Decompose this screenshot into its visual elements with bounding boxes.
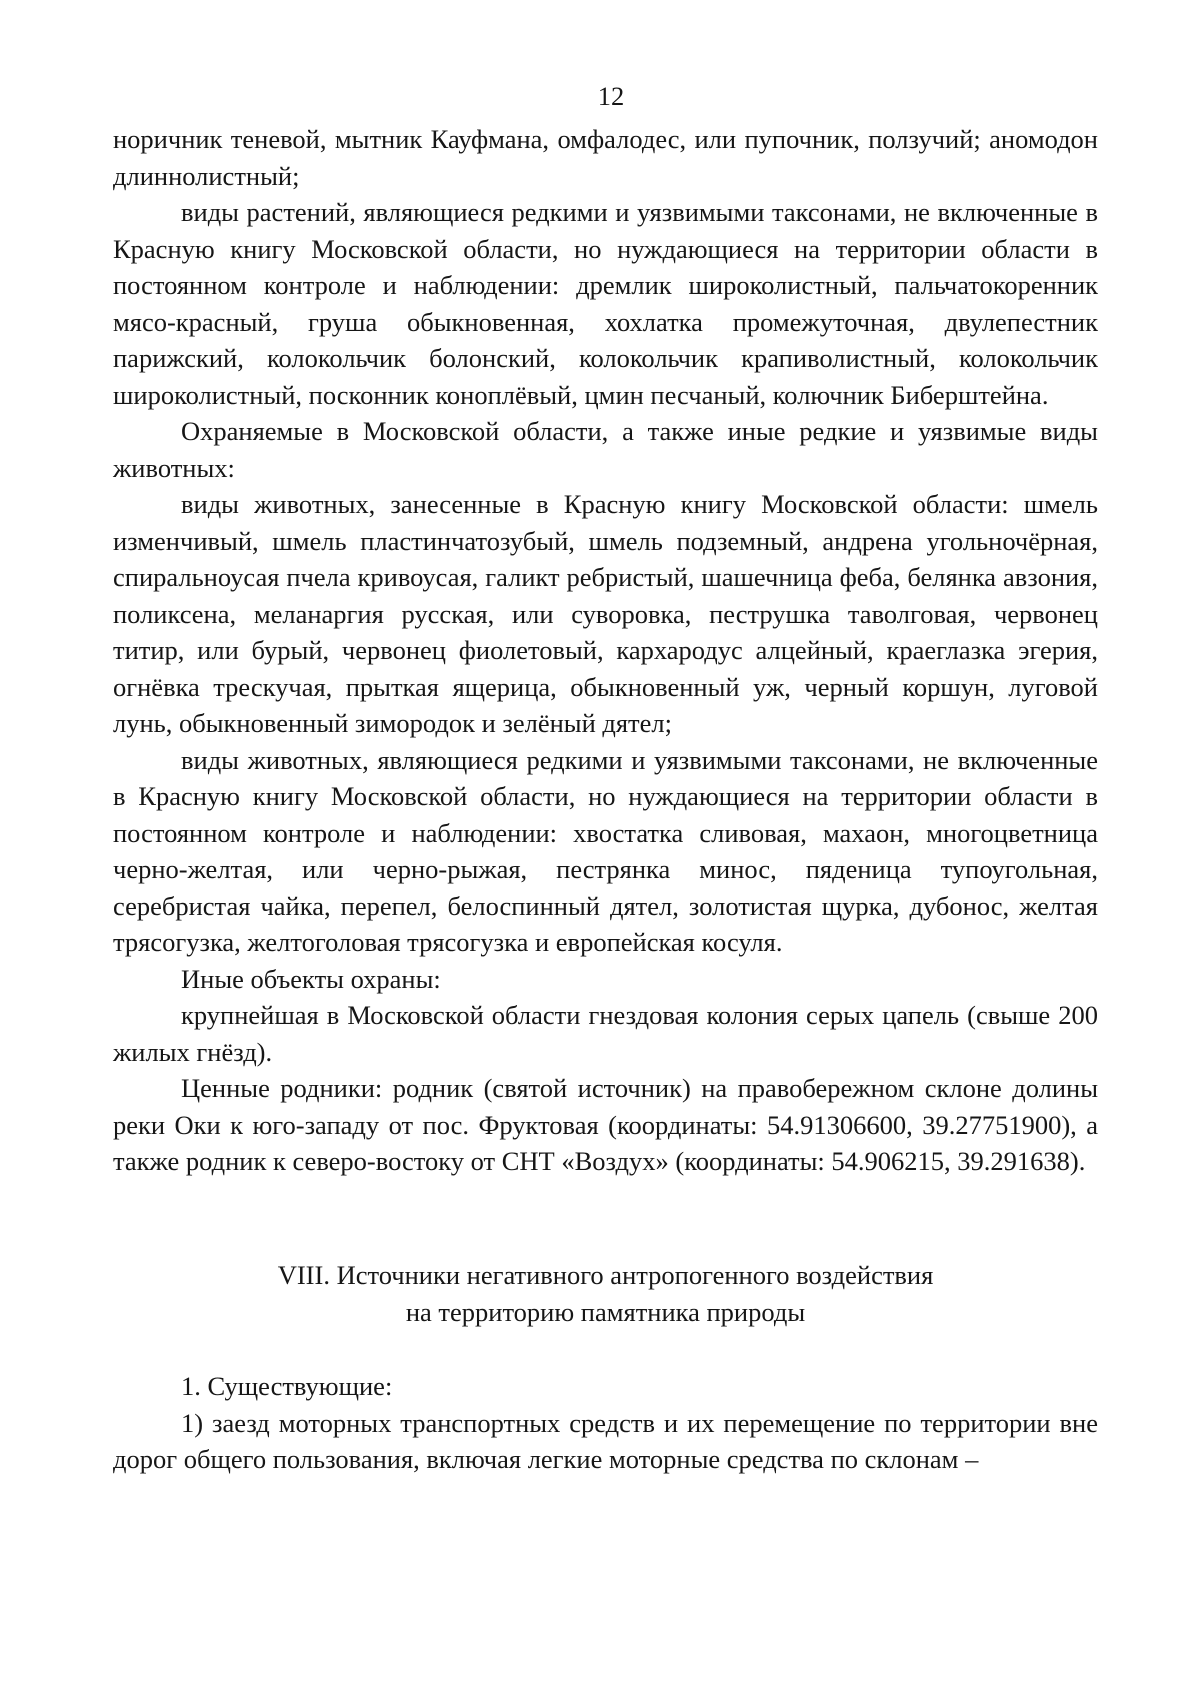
section-body [113,1368,1098,1478]
section-title-line-2: на территорию памятника природы [405,1296,806,1327]
page-number: 12 [597,81,625,111]
paragraph-plants-end: норичник теневой, мытник Кауфмана, омфалодес, или пупочник, ползучий; аномодон длиннолистный; [113,124,1098,191]
document-body [113,121,1098,1180]
paragraph-rare-plants: виды растений, являющиеся редкими и уязвимыми таксонами, не включенные в Красную книгу Московской области, но нуждающиеся на территории области в постоянном контроле и наблюдении: дремлик широколистный, пальчатокоренник мясо-красный, груша обыкновенная, хохлатка промежуточная, двулепестник парижский, колокольчик болонский, колокольчик крапиволистный, колокольчик широколистный, посконник коноплёвый, цмин песчаный, колючник Биберштейна. [113,197,1098,410]
paragraph-heron-colony: крупнейшая в Московской области гнездовая колония серых цапель (свыше 200 жилых гнёзд). [113,1000,1098,1067]
section-heading [113,1257,1098,1330]
paragraph-rare-animals: виды животных, являющиеся редкими и уязвимыми таксонами, не включенные в Красную книгу Московской области, но нуждающиеся на территории области в постоянном контроле и наблюдении: хвостатка сливовая, махаон, многоцветница черно-желтая, или черно-рыжая, пестрянка минос, пяденица тупоугольная, серебристая чайка, перепел, белоспинный дятел, золотистая щурка, дубонос, желтая трясогузка, желтоголовая трясогузка и европейская косуля. [113,744,1098,957]
paragraph-springs: Ценные родники: родник (святой источник) на правобережном склоне долины реки Оки к юго-западу от пос. Фруктовая (координаты: 54.91306600, 39.27751900), а также родник к северо-востоку от СНТ «Воздух» (координаты: 54.906215, 39.291638). [113,1073,1098,1176]
paragraph-protected-animals-intro: Охраняемые в Московской области, а также иные редкие и уязвимые виды животных: [113,416,1098,483]
paragraph-motor-vehicles: 1) заезд моторных транспортных средств и их перемещение по территории вне дорог общего пользования, включая легкие моторные средства по склонам – [113,1407,1098,1474]
paragraph-other-objects-heading: Иные объекты охраны: [181,963,441,994]
section-title-line-1: VIII. Источники негативного антропогенного воздействия [277,1260,934,1290]
paragraph-red-book-animals: виды животных, занесенные в Красную книгу Московской области: шмель изменчивый, шмель пластинчатозубый, шмель подземный, андрена угольночёрная, спиральноусая пчела кривоусая, галикт ребристый, шашечница феба, белянка авзония, поликсена, меланаргия русская, или суворовка, пеструшка таволговая, червонец титир, или бурый, червонец фиолетовый, кархародус алцейный, краеглазка эгерия, огнёвка трескучая, прыткая ящерица, обыкновенный уж, черный коршун, луговой лунь, обыкновенный зимородок и зелёный дятел; [113,489,1098,738]
paragraph-existing-heading: 1. Существующие: [181,1371,393,1401]
